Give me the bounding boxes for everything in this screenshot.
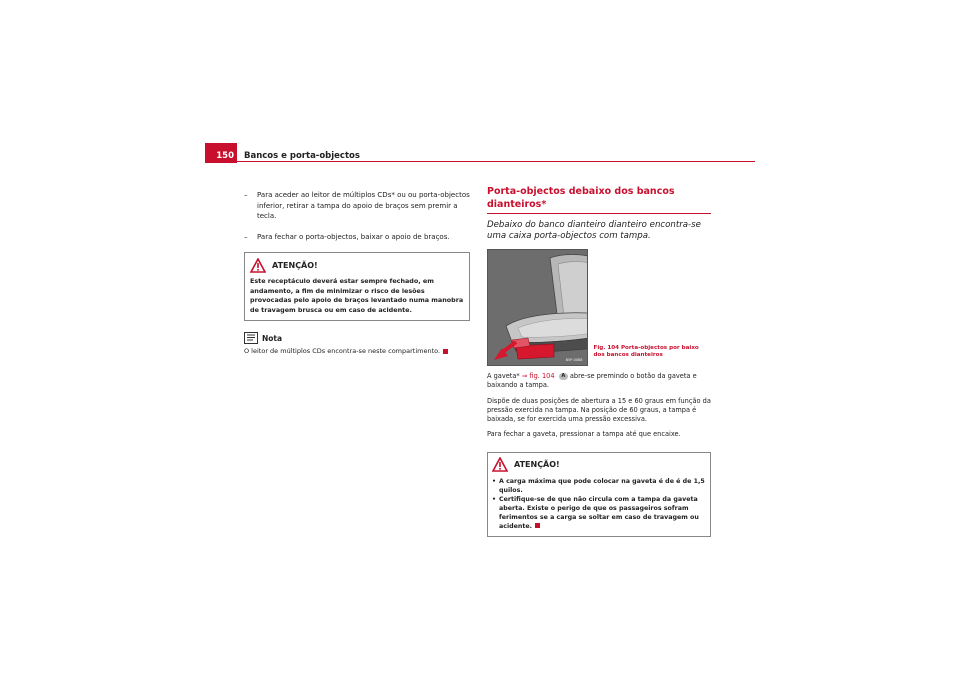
note-section — [244, 331, 470, 357]
bullet-dash: – — [244, 191, 248, 199]
bullet-dot-icon: • — [492, 495, 497, 503]
warning-triangle-icon — [250, 258, 266, 273]
warning-item-text: Certifique-se de que não circula com a tampa da gaveta aberta. Existe o perigo de que os passageiros sofram ferimentos se a carga se soltar em caso de travagem ou acidente. — [499, 495, 699, 530]
figure — [487, 249, 711, 366]
warning-item-text: A carga máxima que pode colocar na gaveta é de é de 1,5 quilos. — [499, 477, 705, 494]
note-header — [244, 331, 470, 345]
warning-header — [492, 457, 706, 473]
page-number: 150 — [205, 143, 237, 163]
section-divider — [487, 213, 711, 214]
callout-a-icon: A — [559, 373, 568, 380]
list-item — [244, 232, 470, 243]
section-title: Porta-objectos debaixo dos bancos dianteiros* — [487, 186, 675, 210]
paragraph: Dispõe de duas posições de abertura a 15 e 60 graus em função da pressão exercida na tampa. Na posição de 60 graus, a tampa é baixada, se for exercida uma pressão excessiva. — [487, 396, 711, 424]
warning-text: Este receptáculo deverá estar sempre fechado, em andamento, a fim de minimizar o risco de lesões provocadas pelo apoio de braços levantado numa manobra de travagem brusca ou em caso de acidente. — [250, 277, 464, 314]
left-column — [244, 190, 470, 357]
list-item — [492, 477, 706, 495]
right-column — [487, 185, 711, 537]
warning-triangle-icon — [492, 457, 508, 472]
list-item — [492, 495, 706, 531]
car-seat-drawing — [488, 250, 588, 365]
paragraph-text: A gaveta* — [487, 372, 522, 380]
paragraph-text: abre-se premindo o botão da gaveta e baixando a tampa. — [487, 372, 697, 390]
note-text: O leitor de múltiplos CDs encontra-se neste compartimento. — [244, 347, 441, 355]
bullet-text: Para aceder ao leitor de múltiplos CDs* ou ou porta-objectos inferior, retirar a tampa do apoio de braços sem premir a tecla. — [257, 191, 470, 220]
end-mark-icon — [443, 349, 448, 354]
bullet-text: Para fechar o porta-objectos, baixar o apoio de braços. — [257, 232, 450, 241]
note-icon — [244, 332, 258, 344]
figure-reference-link[interactable]: ⇒ fig. 104 — [521, 372, 555, 380]
note-title: Nota — [262, 333, 283, 343]
end-mark-icon — [535, 523, 540, 528]
chapter-title: Bancos e porta-objectos — [244, 151, 360, 161]
warning-header — [250, 257, 464, 273]
warning-box — [487, 452, 711, 537]
note-body — [244, 347, 470, 357]
paragraph: Para fechar a gaveta, pressionar a tampa até que encaixe. — [487, 430, 681, 439]
list-item — [244, 190, 470, 222]
warning-box — [244, 252, 470, 321]
warning-item-body — [499, 495, 706, 531]
section-intro: Debaixo do banco dianteiro dianteiro encontra-se uma caixa porta-objectos com tampa. — [487, 220, 701, 241]
figure-code: B5P-0088 — [565, 358, 583, 362]
bullet-dot-icon: • — [492, 477, 497, 485]
warning-title: ATENÇÃO! — [514, 460, 560, 470]
bullet-dash: – — [244, 232, 248, 241]
figure-caption: Fig. 104 Porta-objectos por baixo dos bancos dianteiros — [593, 345, 699, 358]
seat-illustration — [487, 249, 588, 366]
warning-title: ATENÇÃO! — [272, 260, 318, 270]
paragraph — [487, 372, 711, 391]
header-divider — [205, 161, 755, 162]
